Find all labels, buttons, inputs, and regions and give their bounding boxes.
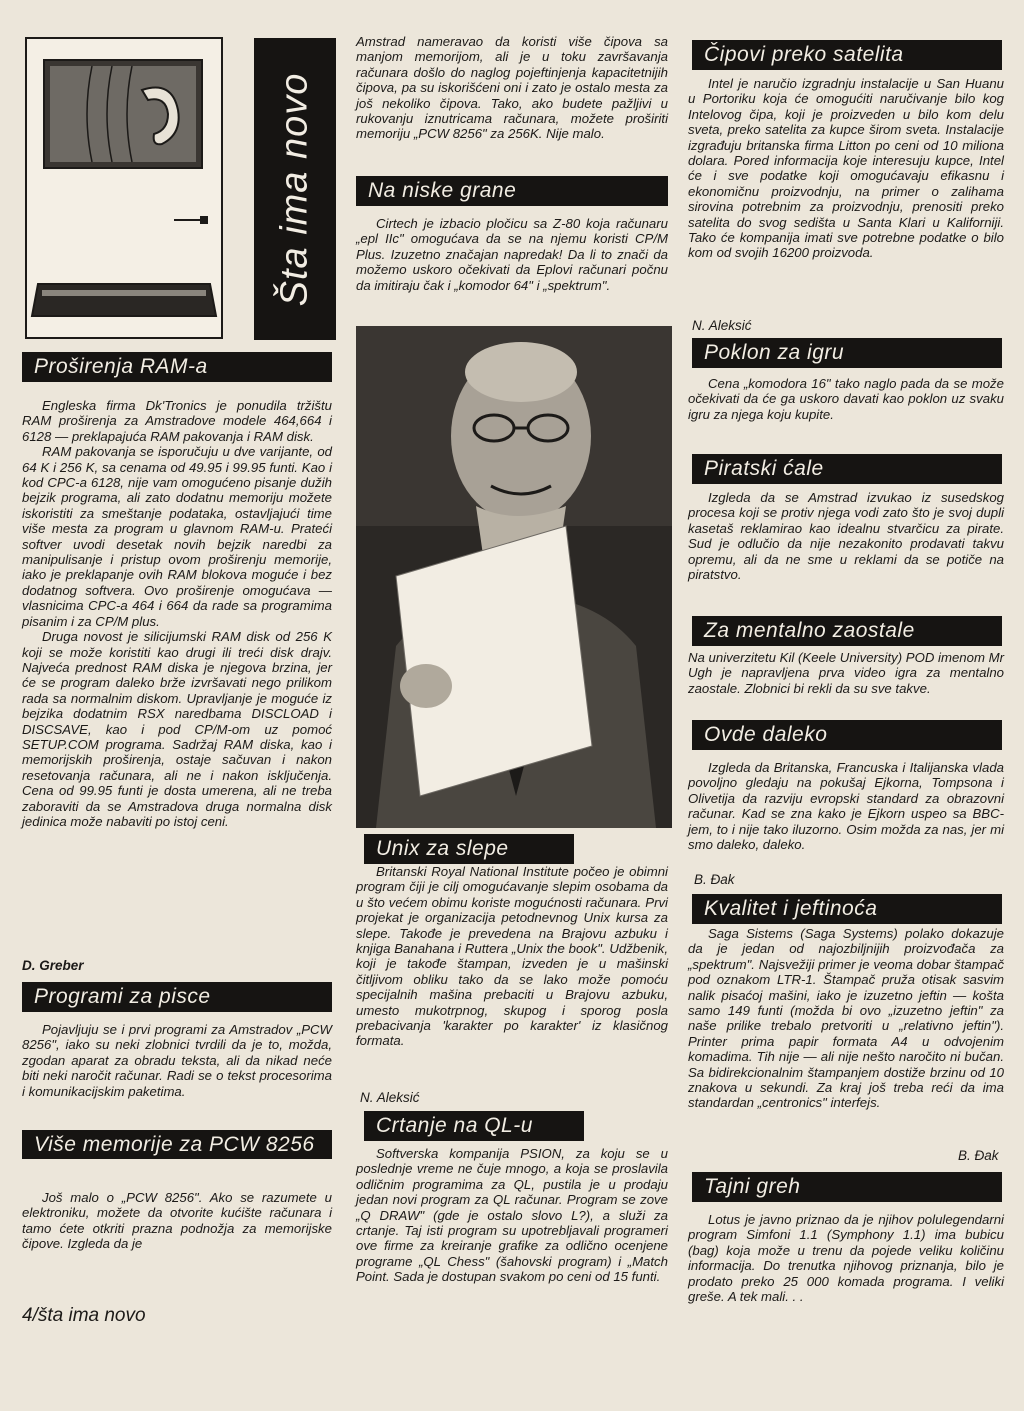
heading-cipovi-preko-satelita: Čipovi preko satelita bbox=[692, 40, 1002, 70]
heading-poklon-za-igru: Poklon za igru bbox=[692, 338, 1002, 368]
paragraph: RAM pakovanja se isporučuju u dve varijante, od 64 K i 256 K, sa cenama od 49.95 i 99.95 funti. Kao i kod CPC-a 6128, nije vam omogućeno pisanje dužih bejzik programa, ali zato dodatnu memoriju možete iskoristiti za smeštanje podataka, ostavljajući time više mesta za program u glavnom RAM-u. Prateći softver uvodi desetak novih bejzik naredbi za manipulisanje i pristup ovom proširenju memorije, iako je preklapanje ovih RAM blokova moguće i bez dodatnog softvera. Ovo proširenje omogućava — vlasnicima CPC-a 464 i 664 da rade sa programima pisanim i za CP/M plus. bbox=[22, 444, 332, 629]
heading-ovde-daleko: Ovde daleko bbox=[692, 720, 1002, 750]
heading-programi-za-pisce: Programi za pisce bbox=[22, 982, 332, 1012]
heading-vise-memorije: Više memorije za PCW 8256 bbox=[22, 1130, 332, 1159]
article-prosirenja-ram bbox=[22, 398, 332, 829]
article-na-niske-grane bbox=[356, 216, 668, 293]
section-logo bbox=[22, 34, 336, 340]
portrait-photo bbox=[356, 326, 672, 828]
paragraph: Još malo o „PCW 8256". Ako se razumete u elektroniku, možete da otvorite kućište računara i tamo ćete otkriti prazna podnožja za memorijske čipove. Izgleda da je bbox=[22, 1190, 332, 1252]
article-continued bbox=[356, 34, 668, 142]
article-programi-za-pisce bbox=[22, 1022, 332, 1099]
author-signature: B. Đak bbox=[958, 1148, 999, 1163]
heading-piratski-cale: Piratski ćale bbox=[692, 454, 1002, 484]
paragraph: Softverska kompanija PSION, za koju se u poslednje vreme ne čuje mnogo, a koja se proslavila odličnim programima za QL, pustila je u prodaju jedan novi program za QL računar. Program se zove „Q DRAW" (gde je ostalo slovo L?), a služi za crtanje. Taj isti program su upotrebljavali programeri ove firme za kreiranje grafike za odlično ocenjene programe „QL Chess" (šahovski program) i „Match Point. Sada je dostupan svakom po ceni od 15 funti. bbox=[356, 1146, 668, 1285]
heading-unix-za-slepe: Unix za slepe bbox=[364, 834, 574, 864]
paragraph: Cena „komodora 16" tako naglo pada da se može očekivati da će ga uskoro davati kao poklon uz svaku igru za njega koju kupite. bbox=[688, 376, 1004, 422]
heading-prosirenja-ram: Proširenja RAM-a bbox=[22, 352, 332, 382]
paragraph: Britanski Royal National Institute počeo je obimni program čiji je cilj omogućavanje slepim osobama da u što većem obimu koriste mogućnosti računara. Prvi projekat je organizacija petodnevnog Unix kursa za slepe. Takođe je prevedena na Brajovu azbuku i knjiga Banahana i Ruttera „Unix the book". Udžbenik, koji je takođe štampan, izveden je u mašinski čitljivom obliku tako da se lako može pomoću specijalnih mašina prebaciti u Brajovu azbuku, umesto mukotrpnog, skupog i sporog posla prebacivanja 'karakter po karakter' iz klasičnog formata. bbox=[356, 864, 668, 1049]
paragraph: Druga novost je silicijumski RAM disk od 256 K koji se može koristiti kao drugi ili treći disk drajv. Najveća prednost RAM diska je njegova brzina, jer će se program daleko brže izvršavati nego prilikom rada sa normalnim diskom. Upravljanje je moguće iz bejzika dodatnim RSX naredbama DISCLOAD i DISCSAVE, kao i pod CP/M-om uz pomoć SETUP.COM programa. Sadržaj RAM diska, kao i memorijskih proširenja, ostaje sačuvan i nakon resetovanja računara, ali ne i nakon isključenja. Cena od 99.95 funti je dosta umerena, ali ne treba zaboraviti da se Amstradova druga normalna disk jedinica može nabaviti po istoj ceni. bbox=[22, 629, 332, 829]
article-tajni-greh bbox=[688, 1212, 1004, 1304]
paragraph: Izgleda da Britanska, Francuska i Italijanska vlada povoljno gledaju na pokušaj Ejkorna, Tompsona i Olivetija da razviju evropski standard za obrazovni računar. Kad se zna kako je Ejkorn uspeo sa BBC-jem, to i nije tako iluzorno. Osim možda za nas, jer mi smo daleko, daleko. bbox=[688, 760, 1004, 853]
article-crtanje-na-ql bbox=[356, 1146, 668, 1285]
paragraph: Lotus je javno priznao da je njihov polulegendarni program Simfoni 1.1 (Symphony 1.1) ima bubicu (bag) koja može u trenu da pojede veliku količinu informacija. Do trenutka njihovog priznanja, bilo je prodato preko 25 000 komada programa. I veliki greše. A tek mali. . . bbox=[688, 1212, 1004, 1305]
article-unix-za-slepe bbox=[356, 864, 668, 1049]
article-vise-memorije bbox=[22, 1190, 332, 1252]
paragraph: Izgleda da se Amstrad izvukao iz susedskog procesa koji se protiv njega vodi zato što je svoj dupli kasetaš reklamirao kao idealnu stvarčicu za pirate. Sud je odlučio da nije nezakonito prodavati takvu opremu, ali da ne sme u reklami da se potiče na piratstvo. bbox=[688, 490, 1004, 583]
paragraph: Pojavljuju se i prvi programi za Amstradov „PCW 8256", iako su neki zlobnici tvrdili da je to, možda, zgodan aparat za obradu teksta, ali da nikad neće biti neki naročit računar. Radi se o tekst procesorima i komunikacijskim paketima. bbox=[22, 1022, 332, 1099]
article-cipovi-preko-satelita bbox=[688, 76, 1004, 261]
masthead-title: Šta ima novo bbox=[273, 72, 316, 306]
article-kvalitet-i-jeftinoca bbox=[688, 926, 1004, 1111]
paragraph: Engleska firma Dk'Tronics je ponudila tržištu RAM proširenja za Amstradove modele 464,664 i 6128 — preklapajuća RAM pakovanja i RAM disk. bbox=[22, 398, 332, 444]
heading-tajni-greh: Tajni greh bbox=[692, 1172, 1002, 1202]
author-signature: N. Aleksić bbox=[360, 1090, 420, 1105]
article-ovde-daleko bbox=[688, 760, 1004, 852]
article-piratski-cale bbox=[688, 490, 1004, 582]
heading-na-niske-grane: Na niske grane bbox=[356, 176, 668, 206]
author-signature: N. Aleksić bbox=[692, 318, 752, 333]
article-poklon-za-igru bbox=[688, 376, 1004, 422]
paragraph: Na univerzitetu Kil (Keele University) POD imenom Mr Ugh je napravljena prva video igra za mentalno zaostale. Zlobnici bi rekli da su sve takve. bbox=[688, 650, 1004, 696]
heading-kvalitet-i-jeftinoca: Kvalitet i jeftinoća bbox=[692, 894, 1002, 924]
paragraph: Amstrad nameravao da koristi više čipova sa manjom memorijom, ali je u toku završavanja računara došlo do naglog pojeftinjenja kapacitetnijih čipova, pa su iskorišćeni oni i zato je ostalo mesta za još nekoliko čipova. Tako, ako budete pažljivi u rukovanju iznutricama računara, možete proširiti memoriju „PCW 8256" za 256K. Nije malo. bbox=[356, 34, 668, 142]
article-za-mentalno-zaostale bbox=[688, 650, 1004, 696]
page-number: 4/šta ima novo bbox=[22, 1305, 146, 1326]
author-signature: B. Đak bbox=[694, 872, 735, 887]
paragraph: Intel je naručio izgradnju instalacije u San Huanu u Portoriku koja će omogućiti naručivanje bilo kog Intelovog čipa, koji je proizveden u bilo kom delu sveta, preko satelita za kupce širom sveta. Instalacije izgrađuju britanska firma Litton po ceni od 10 miliona dolara. Pored informacija koje interesuju kupce, Intel će i sve podatke koji omogućavaju efikasnu i ekonomičnu proizvodnju, na primer o zalihama sirovina potrebnim za proizvodnju, prenositi preko satelita do svog sedišta u Santa Klari u Kaliforniji. Tako će kompanija imati sve potrebne podatke o bilo kom od svojih 16200 proizvoda. bbox=[688, 76, 1004, 261]
heading-za-mentalno-zaostale: Za mentalno zaostale bbox=[692, 616, 1002, 646]
paragraph: Saga Sistems (Saga Systems) polako dokazuje da je jedan od najozbiljnijih proizvođača za „spektrum". Najsvežiji primer je veoma dobar štampač pod oznakom LTR-1. Štampač pruža otisak sasvim nalik pisaćoj mašini, iako je izuzetno jeftin — košta samo 149 funti (možda bi ovo „izuzetno jeftin" za naše prilike trebalo pretvoriti u „relativno jeftin"). Printer prima papir formata A4 u odvojenim komadima. Tih nije — ali nije nešto naročito ni bučan. Sa bidirekcionalnim štampanjem dostiže brzinu od 10 znakova u sekundi. Za kraj još treba reći da ima standardan „centronics" interfejs. bbox=[688, 926, 1004, 1111]
author-signature: D. Greber bbox=[22, 958, 84, 973]
heading-crtanje-na-ql: Crtanje na QL-u bbox=[364, 1111, 584, 1141]
paragraph: Cirtech je izbacio pločicu sa Z-80 koja računaru „epl IIc" omogućava da se na njemu koristi CP/M Plus. Izuzetno značajan napredak! Da li to znači da možemo uskoro očekivati da Eplovi računari počnu da imitiraju čak i „komodor 64" i „spektrum". bbox=[356, 216, 668, 293]
computer-ear-illustration bbox=[22, 34, 254, 340]
